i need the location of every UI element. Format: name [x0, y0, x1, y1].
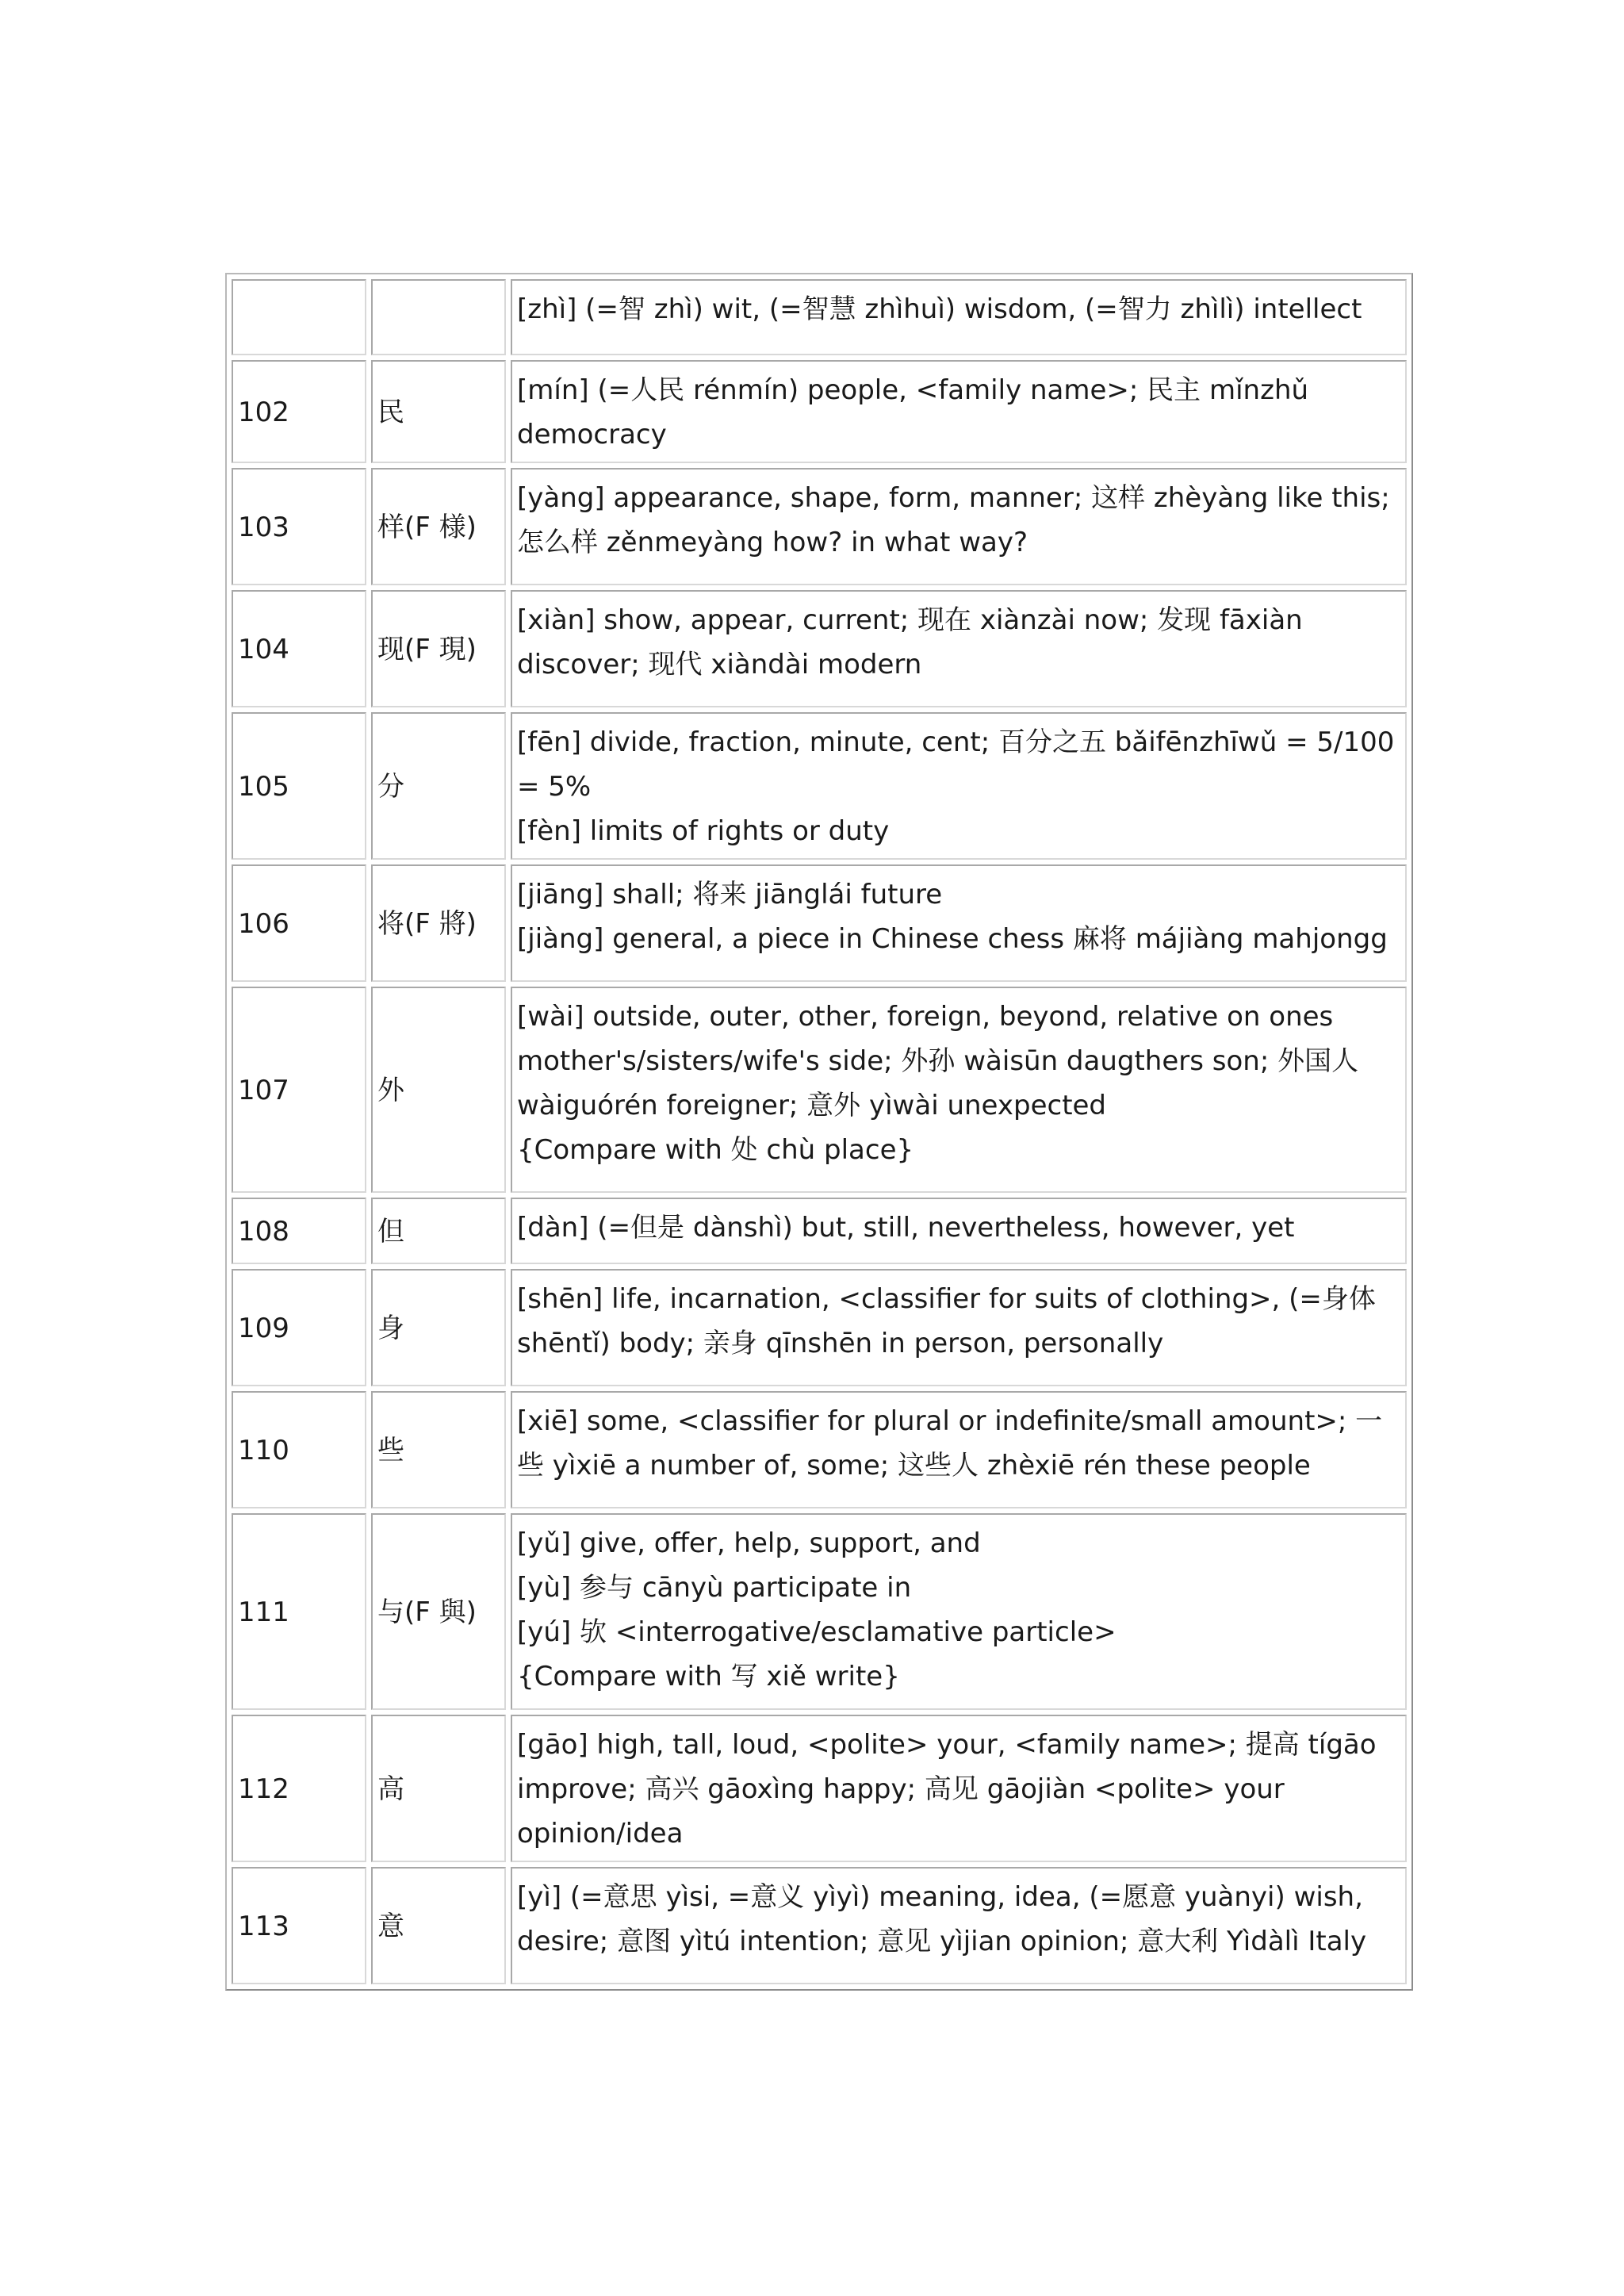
table-row	[232, 360, 1407, 463]
entry-number-cell: 102	[232, 360, 366, 463]
definition-line: [yǔ] give, offer, help, support, and	[517, 1527, 981, 1559]
character-cell: 外	[371, 987, 506, 1193]
definition-line: [yì] (=意思 yìsi, =意义 yìyì) meaning, idea, (=愿意 yuànyi) wish, desire; 意图 yìtú intention; 意见 yìjian opinion; 意大利 Yìdàlì Italy	[517, 1881, 1367, 1957]
definition-line: {Compare with 处 chù place}	[517, 1134, 914, 1166]
definition-cell	[511, 864, 1407, 982]
character-cell: 现(F 現)	[371, 590, 506, 707]
definition-line: [fèn] limits of rights or duty	[517, 815, 890, 847]
definition-line: {Compare with 写 xiě write}	[517, 1661, 900, 1692]
table-row	[232, 590, 1407, 707]
entry-number-cell: 113	[232, 1867, 366, 1984]
table-row	[232, 987, 1407, 1193]
character-cell: 民	[371, 360, 506, 463]
character-cell: 高	[371, 1715, 506, 1862]
definition-line: [yàng] appearance, shape, form, manner; 这样 zhèyàng like this; 怎么样 zěnmeyàng how? in what way?	[517, 482, 1390, 558]
character-cell: 样(F 様)	[371, 468, 506, 585]
table-row	[232, 1269, 1407, 1386]
character-cell: 分	[371, 712, 506, 860]
entry-number-cell: 103	[232, 468, 366, 585]
character-cell: 些	[371, 1391, 506, 1508]
definition-line: [xiē] some, <classifier for plural or indefinite/small amount>; 一些 yìxiē a number of, some; 这些人 zhèxiē rén these people	[517, 1405, 1383, 1481]
table-row	[232, 1513, 1407, 1710]
definition-line: [jiāng] shall; 将来 jiānglái future	[517, 879, 943, 910]
table-row	[232, 468, 1407, 585]
character-cell: 将(F 將)	[371, 864, 506, 982]
definition-cell	[511, 279, 1407, 355]
table-row	[232, 279, 1407, 355]
definition-line: [fēn] divide, fraction, minute, cent; 百分之五 bǎifēnzhīwǔ = 5/100 = 5%	[517, 726, 1395, 803]
entry-number-cell: 105	[232, 712, 366, 860]
definition-cell	[511, 712, 1407, 860]
definition-line: [yù] 参与 cānyù participate in	[517, 1572, 912, 1604]
character-cell: 意	[371, 1867, 506, 1984]
definition-line: [shēn] life, incarnation, <classifier for suits of clothing>, (=身体 shēntǐ) body; 亲身 qīnshēn in person, personally	[517, 1283, 1376, 1359]
definition-cell	[511, 1198, 1407, 1264]
definition-cell	[511, 1867, 1407, 1984]
definition-cell	[511, 1391, 1407, 1508]
definition-cell	[511, 1269, 1407, 1386]
entry-number-cell: 106	[232, 864, 366, 982]
character-cell: 但	[371, 1198, 506, 1264]
entry-number-cell: 110	[232, 1391, 366, 1508]
definition-cell	[511, 1513, 1407, 1710]
definition-line: [zhì] (=智 zhì) wit, (=智慧 zhìhuì) wisdom, (=智力 zhìlì) intellect	[517, 293, 1362, 325]
character-cell: 身	[371, 1269, 506, 1386]
definition-line: [dàn] (=但是 dànshì) but, still, nevertheless, however, yet	[517, 1212, 1295, 1244]
character-cell: 与(F 與)	[371, 1513, 506, 1710]
table-row	[232, 1715, 1407, 1862]
definition-cell	[511, 468, 1407, 585]
character-cell	[371, 279, 506, 355]
definition-cell	[511, 1715, 1407, 1862]
entry-number-cell: 112	[232, 1715, 366, 1862]
table-row	[232, 1198, 1407, 1264]
definition-line: [wài] outside, outer, other, foreign, beyond, relative on ones mother's/sisters/wife's side; 外孙 wàisūn daugthers son; 外国人 wàiguórén foreigner; 意外 yìwài unexpected	[517, 1001, 1359, 1121]
table-row	[232, 1391, 1407, 1508]
definition-line: [jiàng] general, a piece in Chinese chess 麻将 májiàng mahjongg	[517, 923, 1388, 955]
entry-number-cell: 108	[232, 1198, 366, 1264]
entry-number-cell: 107	[232, 987, 366, 1193]
entry-number-cell: 111	[232, 1513, 366, 1710]
vocabulary-table-body	[232, 279, 1407, 1984]
entry-number-cell: 109	[232, 1269, 366, 1386]
definition-line: [mín] (=人民 rénmín) people, <family name>; 民主 mǐnzhǔ democracy	[517, 374, 1309, 450]
definition-line: [xiàn] show, appear, current; 现在 xiànzài now; 发现 fāxiàn discover; 现代 xiàndài modern	[517, 604, 1303, 680]
definition-cell	[511, 590, 1407, 707]
entry-number-cell	[232, 279, 366, 355]
definition-cell	[511, 987, 1407, 1193]
definition-line: [gāo] high, tall, loud, <polite> your, <family name>; 提高 tígāo improve; 高兴 gāoxìng happy; 高见 gāojiàn <polite> your opinion/idea	[517, 1729, 1377, 1849]
definition-cell	[511, 360, 1407, 463]
table-row	[232, 1867, 1407, 1984]
table-row	[232, 712, 1407, 860]
entry-number-cell: 104	[232, 590, 366, 707]
definition-line: [yú] 欤 <interrogative/esclamative particle>	[517, 1616, 1116, 1648]
vocabulary-table	[225, 273, 1413, 1991]
table-row	[232, 864, 1407, 982]
